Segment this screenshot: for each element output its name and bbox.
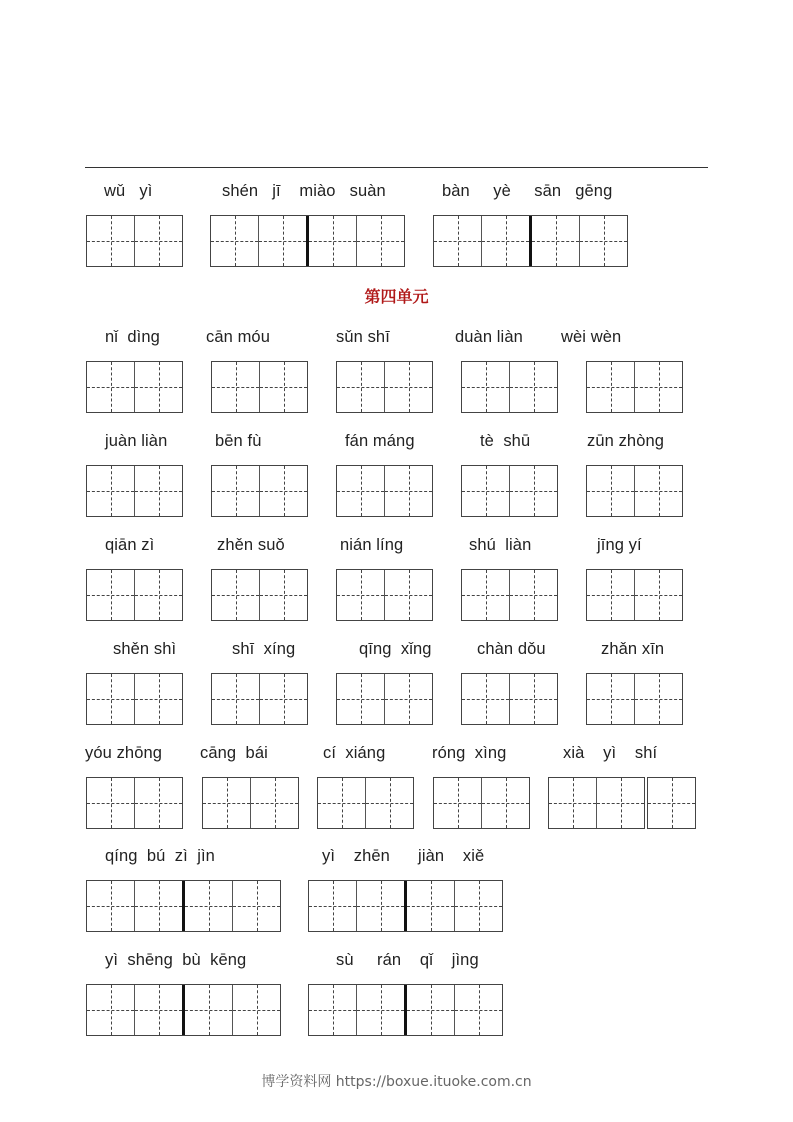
grid-cell[interactable] [260, 570, 307, 620]
grid-cell[interactable] [260, 466, 307, 516]
grid-cell[interactable] [260, 362, 307, 412]
writing-grid[interactable] [86, 777, 183, 829]
section-title: 第四单元 [364, 287, 429, 306]
grid-cell[interactable] [587, 674, 635, 724]
grid-cell[interactable] [318, 778, 366, 828]
grid-cell[interactable] [635, 362, 682, 412]
writing-grid[interactable] [548, 777, 645, 829]
grid-cell[interactable] [587, 466, 635, 516]
grid-cell[interactable] [337, 674, 385, 724]
grid-cell[interactable] [434, 778, 482, 828]
grid-cell[interactable] [510, 570, 557, 620]
writing-grid[interactable] [586, 569, 683, 621]
grid-cell[interactable] [87, 466, 135, 516]
pinyin-label: wǔ yì [104, 182, 153, 200]
writing-grid[interactable] [336, 465, 433, 517]
pinyin-label: qíng bú zì jìn [105, 847, 215, 865]
grid-cell[interactable] [212, 362, 260, 412]
pinyin-label: cān móu [206, 328, 270, 346]
writing-grid[interactable] [210, 215, 405, 267]
grid-cell[interactable] [337, 466, 385, 516]
grid-cell[interactable] [455, 985, 502, 1035]
grid-cell[interactable] [337, 362, 385, 412]
pinyin-label: zūn zhòng [587, 432, 665, 450]
grid-cell[interactable] [87, 362, 135, 412]
pinyin-label: shú liàn [469, 536, 532, 554]
grid-cell[interactable] [462, 570, 510, 620]
writing-grid[interactable] [202, 777, 299, 829]
grid-cell[interactable] [135, 985, 185, 1035]
grid-cell[interactable] [135, 466, 182, 516]
pinyin-label: bàn yè sān gēng [442, 182, 613, 200]
grid-cell[interactable] [510, 674, 557, 724]
grid-cell[interactable] [135, 570, 182, 620]
top-divider-line [85, 167, 708, 168]
grid-cell[interactable] [635, 570, 682, 620]
pinyin-label: nǐ dìng [105, 328, 160, 346]
pinyin-label: cāng bái [200, 744, 268, 762]
grid-cell[interactable] [87, 985, 135, 1035]
pinyin-label: tè shū [480, 432, 531, 450]
grid-cell[interactable] [135, 674, 182, 724]
writing-grid[interactable] [211, 465, 308, 517]
writing-grid[interactable] [86, 361, 183, 413]
pinyin-label: yì zhēn jiàn xiě [322, 847, 485, 865]
pinyin-label: chàn dǒu [477, 640, 546, 658]
grid-cell[interactable] [87, 216, 135, 266]
pinyin-label: yì shēng bù kēng [105, 951, 247, 969]
grid-cell[interactable] [185, 985, 233, 1035]
writing-grid[interactable] [317, 777, 414, 829]
grid-cell[interactable] [385, 674, 432, 724]
writing-grid[interactable] [86, 880, 281, 932]
pinyin-label: nián líng [340, 536, 404, 554]
pinyin-label: cí xiáng [323, 744, 386, 762]
grid-cell[interactable] [532, 216, 580, 266]
pinyin-label: qiān zì [105, 536, 155, 554]
footer-watermark: 博学资料网 https://boxue.ituoke.com.cn [261, 1074, 532, 1090]
grid-cell[interactable] [87, 881, 135, 931]
writing-grid[interactable] [586, 465, 683, 517]
grid-cell[interactable] [357, 881, 407, 931]
pinyin-label: bēn fù [215, 432, 262, 450]
writing-grid[interactable] [211, 361, 308, 413]
grid-cell[interactable] [87, 778, 135, 828]
grid-cell[interactable] [135, 778, 182, 828]
grid-cell[interactable] [366, 778, 413, 828]
pinyin-label: sù rán qǐ jìng [336, 951, 479, 969]
grid-cell[interactable] [510, 362, 557, 412]
pinyin-label: sǔn shī [336, 328, 390, 346]
grid-cell[interactable] [233, 985, 280, 1035]
writing-grid[interactable] [336, 673, 433, 725]
writing-grid[interactable] [433, 215, 628, 267]
pinyin-label: xià yì shí [563, 744, 658, 762]
writing-grid[interactable] [461, 673, 558, 725]
grid-cell[interactable] [309, 985, 357, 1035]
grid-cell[interactable] [212, 466, 260, 516]
grid-cell[interactable] [212, 674, 260, 724]
writing-grid[interactable] [86, 984, 281, 1036]
grid-cell[interactable] [635, 674, 682, 724]
grid-cell[interactable] [462, 674, 510, 724]
grid-cell[interactable] [482, 216, 532, 266]
pinyin-label: róng xìng [432, 744, 507, 762]
grid-cell[interactable] [309, 881, 357, 931]
pinyin-label: yóu zhōng [85, 744, 163, 762]
grid-cell[interactable] [203, 778, 251, 828]
grid-cell[interactable] [635, 466, 682, 516]
grid-cell[interactable] [462, 466, 510, 516]
grid-cell[interactable] [259, 216, 309, 266]
writing-grid[interactable] [461, 569, 558, 621]
grid-cell[interactable] [87, 570, 135, 620]
writing-grid[interactable] [308, 984, 503, 1036]
grid-cell[interactable] [482, 778, 529, 828]
grid-cell[interactable] [385, 570, 432, 620]
grid-cell[interactable] [407, 881, 455, 931]
writing-grid[interactable] [336, 361, 433, 413]
pinyin-label: fán máng [345, 432, 415, 450]
grid-cell[interactable] [385, 362, 432, 412]
writing-grid[interactable] [586, 361, 683, 413]
pinyin-label: zhǎn xīn [601, 640, 665, 658]
grid-cell[interactable] [251, 778, 298, 828]
grid-cell[interactable] [549, 778, 597, 828]
grid-cell[interactable] [385, 466, 432, 516]
pinyin-label: qīng xǐng [359, 640, 432, 658]
grid-cell[interactable] [587, 362, 635, 412]
grid-cell[interactable] [211, 216, 259, 266]
writing-grid[interactable] [461, 465, 558, 517]
grid-cell[interactable] [260, 674, 307, 724]
pinyin-label: shén jī miào suàn [222, 182, 386, 200]
grid-cell[interactable] [337, 570, 385, 620]
pinyin-label: wèi wèn [561, 328, 622, 346]
writing-grid[interactable] [86, 569, 183, 621]
writing-grid[interactable] [211, 569, 308, 621]
grid-cell[interactable] [233, 881, 280, 931]
grid-cell[interactable] [648, 778, 695, 828]
grid-cell[interactable] [357, 216, 404, 266]
pinyin-label: duàn liàn [455, 328, 523, 346]
grid-cell[interactable] [87, 674, 135, 724]
pinyin-label: juàn liàn [105, 432, 168, 450]
grid-cell[interactable] [462, 362, 510, 412]
writing-grid[interactable] [86, 215, 183, 267]
grid-cell[interactable] [580, 216, 627, 266]
pinyin-label: zhěn suǒ [217, 536, 285, 554]
pinyin-label: jīng yí [597, 536, 642, 554]
writing-grid[interactable] [86, 465, 183, 517]
writing-grid[interactable] [86, 673, 183, 725]
grid-cell[interactable] [309, 216, 357, 266]
grid-cell[interactable] [212, 570, 260, 620]
grid-cell[interactable] [587, 570, 635, 620]
grid-cell[interactable] [407, 985, 455, 1035]
writing-grid[interactable] [336, 569, 433, 621]
grid-cell[interactable] [357, 985, 407, 1035]
pinyin-label: shěn shì [113, 640, 177, 658]
writing-grid[interactable] [308, 880, 503, 932]
grid-cell[interactable] [135, 881, 185, 931]
grid-cell[interactable] [135, 362, 182, 412]
writing-grid-extra[interactable] [647, 777, 696, 829]
grid-cell[interactable] [434, 216, 482, 266]
writing-grid[interactable] [433, 777, 530, 829]
grid-cell[interactable] [455, 881, 502, 931]
grid-cell[interactable] [597, 778, 644, 828]
grid-cell[interactable] [135, 216, 182, 266]
grid-cell[interactable] [185, 881, 233, 931]
writing-grid[interactable] [461, 361, 558, 413]
grid-cell[interactable] [510, 466, 557, 516]
writing-grid[interactable] [211, 673, 308, 725]
writing-grid[interactable] [586, 673, 683, 725]
pinyin-label: shī xíng [232, 640, 296, 658]
